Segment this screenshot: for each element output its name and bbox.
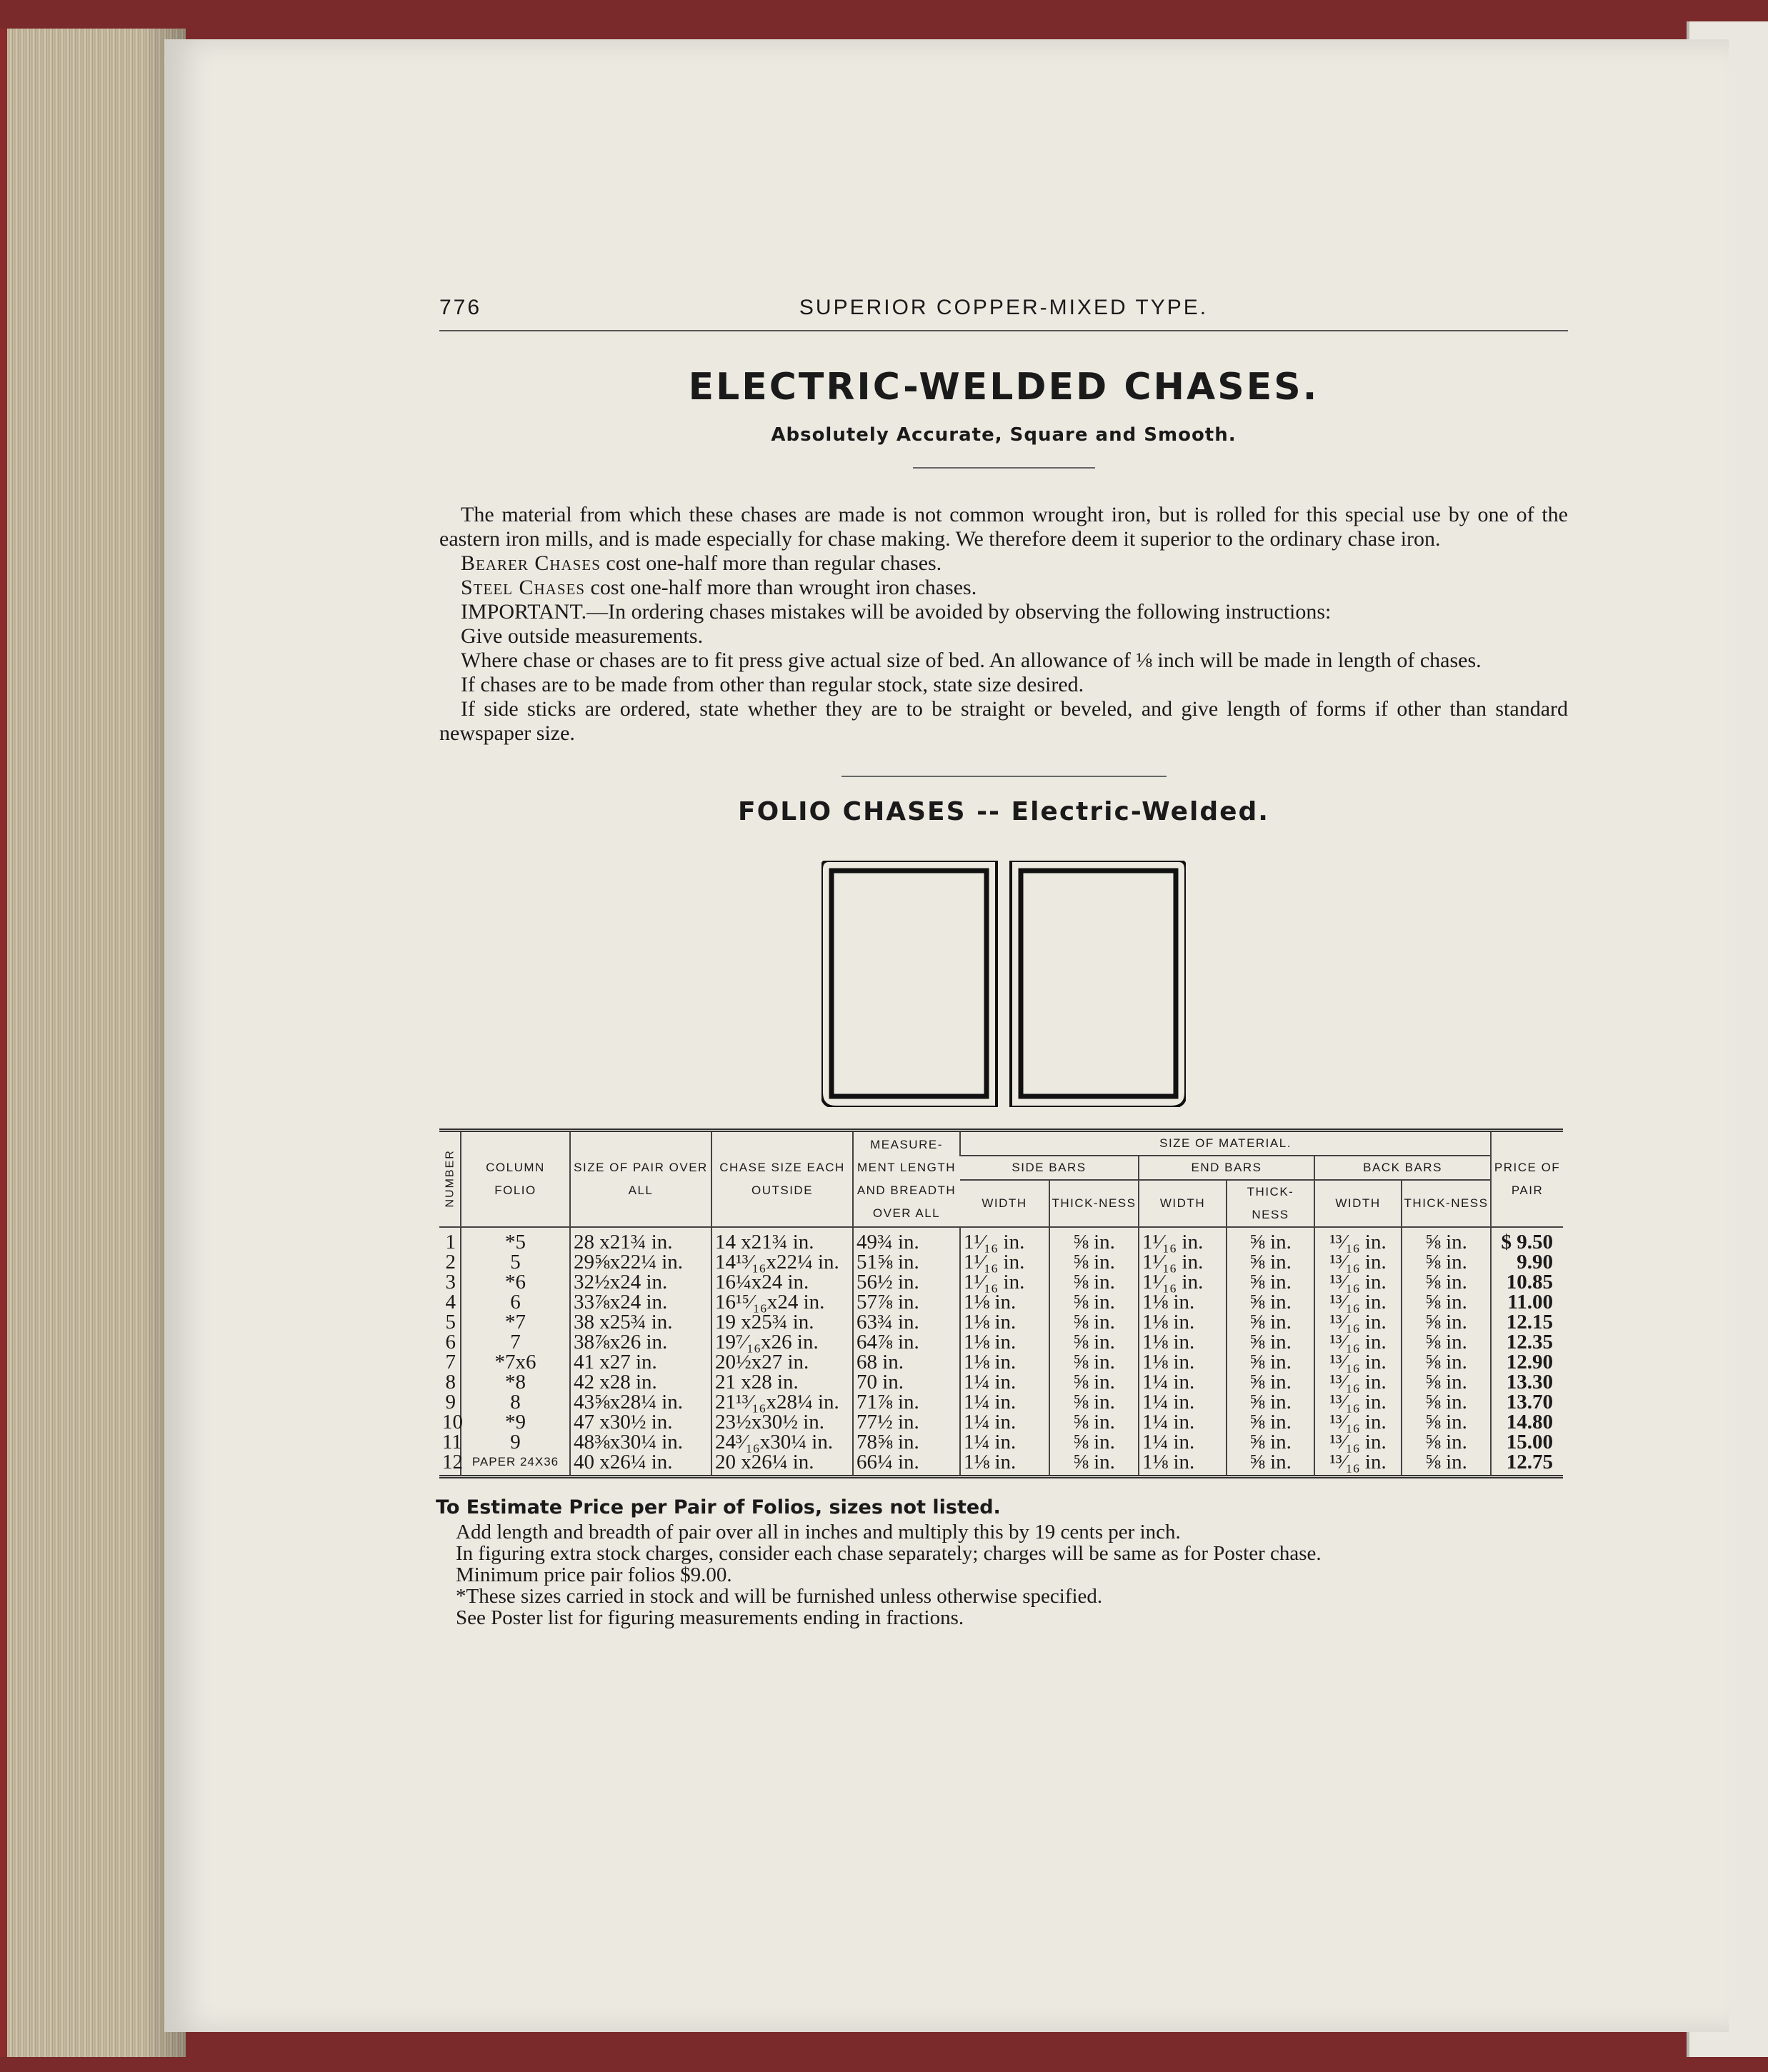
table-row xyxy=(439,1272,1563,1292)
side-bar-width-cell: 1⅛ in. xyxy=(960,1352,1049,1372)
intro-paragraph xyxy=(439,576,1568,600)
back-bar-width-cell: ¹³⁄₁₆ in. xyxy=(1314,1272,1402,1292)
end-bar-thickness-cell: ⅝ in. xyxy=(1227,1332,1314,1352)
row-number: 8 xyxy=(445,1371,456,1393)
price-cell: 12.75 xyxy=(1491,1452,1563,1477)
note-line: Minimum price pair folios $9.00. xyxy=(456,1563,732,1586)
column-folio-cell: 7 xyxy=(461,1332,570,1352)
back-bar-width-cell: ¹³⁄₁₆ in. xyxy=(1314,1372,1402,1392)
estimate-notes xyxy=(436,1497,1568,1628)
intro-paragraph-rest: cost one-half more than wrought iron chases. xyxy=(585,576,977,599)
end-bar-width-cell: 1⅛ in. xyxy=(1139,1452,1227,1477)
back-bar-thickness-cell: ⅝ in. xyxy=(1402,1292,1491,1312)
measurement-cell: 56½ in. xyxy=(853,1272,960,1292)
size-of-pair-cell: 40 x26¼ in. xyxy=(570,1452,711,1477)
end-bar-thickness-cell: ⅝ in. xyxy=(1227,1412,1314,1432)
table-body xyxy=(439,1227,1563,1477)
end-bar-width-cell: 1⅛ in. xyxy=(1139,1312,1227,1332)
side-bar-width-cell: 1¼ in. xyxy=(960,1432,1049,1452)
size-of-pair-cell: 47 x30½ in. xyxy=(570,1412,711,1432)
measurement-cell: 51⅝ in. xyxy=(853,1252,960,1272)
end-bar-width-cell: 1¼ in. xyxy=(1139,1412,1227,1432)
intro-paragraph: If side sticks are ordered, state whether they are to be straight or beveled, and give length of forms if other than standard newspaper size. xyxy=(439,697,1568,745)
table-row xyxy=(439,1312,1563,1332)
row-number: 7 xyxy=(445,1351,456,1373)
measurement-cell: 64⅞ in. xyxy=(853,1332,960,1352)
notes-heading: To Estimate Price per Pair of Folios, sizes not listed. xyxy=(436,1496,1001,1518)
page-content xyxy=(436,293,1568,1629)
end-bar-width-cell: 1⅛ in. xyxy=(1139,1332,1227,1352)
back-bar-thickness-cell: ⅝ in. xyxy=(1402,1272,1491,1292)
side-bar-thickness-cell: ⅝ in. xyxy=(1049,1292,1139,1312)
section-title: FOLIO CHASES -- Electric-Welded. xyxy=(738,797,1269,826)
back-bar-thickness-cell: ⅝ in. xyxy=(1402,1227,1491,1252)
table-row xyxy=(439,1372,1563,1392)
measurement-cell: 70 in. xyxy=(853,1372,960,1392)
size-of-pair-cell: 41 x27 in. xyxy=(570,1352,711,1372)
chase-size-cell: 16¼x24 in. xyxy=(711,1272,853,1292)
divider-rule xyxy=(841,776,1167,777)
measurement-cell: 68 in. xyxy=(853,1352,960,1372)
chase-size-cell: 21¹³⁄₁₆x28¼ in. xyxy=(711,1392,853,1412)
chase-size-cell: 19⁷⁄₁₆x26 in. xyxy=(711,1332,853,1352)
side-bar-width-cell: 1⅛ in. xyxy=(960,1312,1049,1332)
column-folio-cell: *7x6 xyxy=(461,1352,570,1372)
table-row xyxy=(439,1452,1563,1477)
note-line: See Poster list for figuring measurements ending in fractions. xyxy=(456,1606,964,1629)
back-bar-thickness-cell: ⅝ in. xyxy=(1402,1352,1491,1372)
column-folio-cell: *8 xyxy=(461,1372,570,1392)
chase-size-cell: 21 x28 in. xyxy=(711,1372,853,1392)
back-bar-thickness-cell: ⅝ in. xyxy=(1402,1312,1491,1332)
table-row xyxy=(439,1332,1563,1352)
page-number: 776 xyxy=(439,296,482,319)
end-bar-width-cell: 1¼ in. xyxy=(1139,1432,1227,1452)
row-number: 10 xyxy=(442,1411,463,1433)
header-chase-size: CHASE SIZE EACH OUTSIDE xyxy=(711,1131,853,1228)
back-bar-thickness-cell: ⅝ in. xyxy=(1402,1372,1491,1392)
size-of-pair-cell: 43⅝x28¼ in. xyxy=(570,1392,711,1412)
side-bar-thickness-cell: ⅝ in. xyxy=(1049,1452,1139,1477)
price-cell: 14.80 xyxy=(1491,1412,1563,1432)
header-width: WIDTH xyxy=(1314,1180,1402,1227)
back-bar-width-cell: ¹³⁄₁₆ in. xyxy=(1314,1227,1402,1252)
back-bar-thickness-cell: ⅝ in. xyxy=(1402,1432,1491,1452)
column-folio-cell: *9 xyxy=(461,1412,570,1432)
row-number: 1 xyxy=(445,1231,456,1253)
intro-paragraph xyxy=(439,551,1568,576)
back-bar-width-cell: ¹³⁄₁₆ in. xyxy=(1314,1412,1402,1432)
row-number: 9 xyxy=(445,1391,456,1413)
row-number: 12 xyxy=(442,1451,463,1473)
end-bar-thickness-cell: ⅝ in. xyxy=(1227,1312,1314,1332)
back-bar-width-cell: ¹³⁄₁₆ in. xyxy=(1314,1312,1402,1332)
header-price: PRICE OF PAIR xyxy=(1491,1131,1563,1228)
back-bar-thickness-cell: ⅝ in. xyxy=(1402,1412,1491,1432)
measurement-cell: 71⅞ in. xyxy=(853,1392,960,1412)
row-number: 5 xyxy=(445,1311,456,1333)
side-bar-width-cell: 1¹⁄₁₆ in. xyxy=(960,1252,1049,1272)
row-number: 2 xyxy=(445,1251,456,1273)
small-caps-term: Steel Chases xyxy=(461,576,586,599)
end-bar-thickness-cell: ⅝ in. xyxy=(1227,1352,1314,1372)
size-of-pair-cell: 42 x28 in. xyxy=(570,1372,711,1392)
side-bar-width-cell: 1¼ in. xyxy=(960,1412,1049,1432)
back-bar-width-cell: ¹³⁄₁₆ in. xyxy=(1314,1252,1402,1272)
header-size-of-pair: SIZE OF PAIR OVER ALL xyxy=(570,1131,711,1228)
end-bar-thickness-cell: ⅝ in. xyxy=(1227,1372,1314,1392)
side-bar-width-cell: 1⅛ in. xyxy=(960,1332,1049,1352)
folio-chases-illustration xyxy=(821,861,1186,1107)
table-row xyxy=(439,1252,1563,1272)
size-of-pair-cell: 29⅝x22¼ in. xyxy=(570,1252,711,1272)
intro-paragraph: If chases are to be made from other than regular stock, state size desired. xyxy=(461,673,1084,696)
side-bar-thickness-cell: ⅝ in. xyxy=(1049,1272,1139,1292)
measurement-cell: 63¾ in. xyxy=(853,1312,960,1332)
chase-size-cell: 14 x21¾ in. xyxy=(711,1227,853,1252)
header-size-of-material: SIZE OF MATERIAL. xyxy=(960,1131,1491,1156)
end-bar-width-cell: 1¼ in. xyxy=(1139,1392,1227,1412)
measurement-cell: 49¾ in. xyxy=(853,1227,960,1252)
measurement-cell: 57⅞ in. xyxy=(853,1292,960,1312)
price-cell: 12.15 xyxy=(1491,1312,1563,1332)
header-number: NUMBER xyxy=(439,1131,461,1228)
side-bar-thickness-cell: ⅝ in. xyxy=(1049,1252,1139,1272)
end-bar-thickness-cell: ⅝ in. xyxy=(1227,1292,1314,1312)
price-cell: $ 9.50 xyxy=(1491,1227,1563,1252)
chase-size-cell: 20½x27 in. xyxy=(711,1352,853,1372)
column-folio-cell: PAPER 24X36 xyxy=(461,1452,570,1477)
back-bar-thickness-cell: ⅝ in. xyxy=(1402,1332,1491,1352)
header-side-bars: SIDE BARS xyxy=(960,1156,1139,1180)
intro-paragraph: IMPORTANT.—In ordering chases mistakes will be avoided by observing the following instructions: xyxy=(461,600,1332,624)
price-cell: 13.70 xyxy=(1491,1392,1563,1412)
column-folio-cell: *5 xyxy=(461,1227,570,1252)
size-of-pair-cell: 38 x25¾ in. xyxy=(570,1312,711,1332)
end-bar-thickness-cell: ⅝ in. xyxy=(1227,1392,1314,1412)
header-end-bars: END BARS xyxy=(1139,1156,1314,1180)
measurement-cell: 77½ in. xyxy=(853,1412,960,1432)
intro-text xyxy=(439,503,1568,746)
header-thickness: THICK-NESS xyxy=(1227,1180,1314,1227)
end-bar-thickness-cell: ⅝ in. xyxy=(1227,1227,1314,1252)
back-bar-thickness-cell: ⅝ in. xyxy=(1402,1392,1491,1412)
end-bar-width-cell: 1⅛ in. xyxy=(1139,1292,1227,1312)
end-bar-width-cell: 1¼ in. xyxy=(1139,1372,1227,1392)
table-row xyxy=(439,1392,1563,1412)
table-row xyxy=(439,1227,1563,1252)
page-title: ELECTRIC-WELDED CHASES. xyxy=(688,366,1319,409)
back-bar-width-cell: ¹³⁄₁₆ in. xyxy=(1314,1292,1402,1312)
end-bar-thickness-cell: ⅝ in. xyxy=(1227,1452,1314,1477)
page-subtitle: Absolutely Accurate, Square and Smooth. xyxy=(771,424,1237,446)
measurement-cell: 78⅝ in. xyxy=(853,1432,960,1452)
end-bar-width-cell: 1¹⁄₁₆ in. xyxy=(1139,1227,1227,1252)
intro-paragraph: Give outside measurements. xyxy=(461,624,704,648)
back-bar-width-cell: ¹³⁄₁₆ in. xyxy=(1314,1432,1402,1452)
chase-size-cell: 20 x26¼ in. xyxy=(711,1452,853,1477)
column-folio-cell: 9 xyxy=(461,1432,570,1452)
header-back-bars: BACK BARS xyxy=(1314,1156,1491,1180)
back-bar-width-cell: ¹³⁄₁₆ in. xyxy=(1314,1452,1402,1477)
row-number: 3 xyxy=(445,1271,456,1293)
row-number: 11 xyxy=(442,1431,462,1453)
side-bar-thickness-cell: ⅝ in. xyxy=(1049,1352,1139,1372)
side-bar-width-cell: 1¹⁄₁₆ in. xyxy=(960,1227,1049,1252)
table-row xyxy=(439,1412,1563,1432)
table-row xyxy=(439,1432,1563,1452)
column-folio-cell: 6 xyxy=(461,1292,570,1312)
side-bar-width-cell: 1¼ in. xyxy=(960,1372,1049,1392)
end-bar-width-cell: 1¹⁄₁₆ in. xyxy=(1139,1272,1227,1292)
running-header xyxy=(439,293,1568,331)
header-column-folio: COLUMN FOLIO xyxy=(461,1131,570,1228)
side-bar-thickness-cell: ⅝ in. xyxy=(1049,1227,1139,1252)
size-of-pair-cell: 48⅜x30¼ in. xyxy=(570,1432,711,1452)
side-bar-width-cell: 1⅛ in. xyxy=(960,1452,1049,1477)
back-bar-width-cell: ¹³⁄₁₆ in. xyxy=(1314,1392,1402,1412)
column-folio-cell: *7 xyxy=(461,1312,570,1332)
header-thickness: THICK-NESS xyxy=(1049,1180,1139,1227)
price-cell: 13.30 xyxy=(1491,1372,1563,1392)
side-bar-thickness-cell: ⅝ in. xyxy=(1049,1332,1139,1352)
back-bar-width-cell: ¹³⁄₁₆ in. xyxy=(1314,1352,1402,1372)
chase-size-cell: 14¹³⁄₁₆x22¼ in. xyxy=(711,1252,853,1272)
price-cell: 11.00 xyxy=(1491,1292,1563,1312)
header-thickness: THICK-NESS xyxy=(1402,1180,1491,1227)
size-of-pair-cell: 38⅞x26 in. xyxy=(570,1332,711,1352)
back-bar-width-cell: ¹³⁄₁₆ in. xyxy=(1314,1332,1402,1352)
price-cell: 15.00 xyxy=(1491,1432,1563,1452)
row-number: 6 xyxy=(445,1331,456,1353)
back-bar-thickness-cell: ⅝ in. xyxy=(1402,1252,1491,1272)
side-bar-thickness-cell: ⅝ in. xyxy=(1049,1392,1139,1412)
side-bar-thickness-cell: ⅝ in. xyxy=(1049,1432,1139,1452)
chase-size-cell: 23½x30½ in. xyxy=(711,1412,853,1432)
size-of-pair-cell: 32½x24 in. xyxy=(570,1272,711,1292)
end-bar-thickness-cell: ⅝ in. xyxy=(1227,1432,1314,1452)
table-row xyxy=(439,1292,1563,1312)
measurement-cell: 66¼ in. xyxy=(853,1452,960,1477)
note-line: *These sizes carried in stock and will be furnished unless otherwise specified. xyxy=(456,1585,1103,1608)
table-row xyxy=(439,1352,1563,1372)
end-bar-width-cell: 1⅛ in. xyxy=(1139,1352,1227,1372)
column-folio-cell: 8 xyxy=(461,1392,570,1412)
end-bar-thickness-cell: ⅝ in. xyxy=(1227,1252,1314,1272)
chase-size-cell: 19 x25¾ in. xyxy=(711,1312,853,1332)
intro-paragraph: The material from which these chases are made is not common wrought iron, but is rolled for this special use by one of the eastern iron mills, and is made especially for chase making. We therefore deem it superior to the ordinary chase iron. xyxy=(439,503,1568,551)
intro-paragraph: Where chase or chases are to fit press give actual size of bed. An allowance of ⅛ inch will be made in length of chases. xyxy=(461,649,1482,672)
header-width: WIDTH xyxy=(960,1180,1049,1227)
folio-chases-table xyxy=(439,1128,1563,1478)
column-folio-cell: *6 xyxy=(461,1272,570,1292)
chase-size-cell: 24³⁄₁₆x30¼ in. xyxy=(711,1432,853,1452)
note-line: In figuring extra stock charges, consider each chase separately; charges will be same as for Poster chase. xyxy=(456,1542,1322,1565)
price-cell: 12.35 xyxy=(1491,1332,1563,1352)
chase-size-cell: 16¹⁵⁄₁₆x24 in. xyxy=(711,1292,853,1312)
side-bar-width-cell: 1⅛ in. xyxy=(960,1292,1049,1312)
size-of-pair-cell: 28 x21¾ in. xyxy=(570,1227,711,1252)
price-cell: 9.90 xyxy=(1491,1252,1563,1272)
side-bar-width-cell: 1¼ in. xyxy=(960,1392,1049,1412)
divider-rule xyxy=(913,467,1095,469)
running-title: SUPERIOR COPPER-MIXED TYPE. xyxy=(799,296,1209,319)
note-line: Add length and breadth of pair over all in inches and multiply this by 19 cents per inch. xyxy=(456,1521,1181,1543)
header-width: WIDTH xyxy=(1139,1180,1227,1227)
column-folio-cell: 5 xyxy=(461,1252,570,1272)
chase-frames-drawing xyxy=(821,861,1186,1107)
end-bar-thickness-cell: ⅝ in. xyxy=(1227,1272,1314,1292)
end-bar-width-cell: 1¹⁄₁₆ in. xyxy=(1139,1252,1227,1272)
small-caps-term: Bearer Chases xyxy=(461,551,601,575)
price-cell: 12.90 xyxy=(1491,1352,1563,1372)
intro-paragraph-rest: cost one-half more than regular chases. xyxy=(600,551,942,575)
back-bar-thickness-cell: ⅝ in. xyxy=(1402,1452,1491,1477)
side-bar-thickness-cell: ⅝ in. xyxy=(1049,1312,1139,1332)
size-of-pair-cell: 33⅞x24 in. xyxy=(570,1292,711,1312)
header-measurement: MEASURE-MENT LENGTH AND BREADTH OVER ALL xyxy=(853,1131,960,1228)
price-cell: 10.85 xyxy=(1491,1272,1563,1292)
side-bar-thickness-cell: ⅝ in. xyxy=(1049,1372,1139,1392)
side-bar-thickness-cell: ⅝ in. xyxy=(1049,1412,1139,1432)
side-bar-width-cell: 1¹⁄₁₆ in. xyxy=(960,1272,1049,1292)
row-number: 4 xyxy=(445,1291,456,1313)
